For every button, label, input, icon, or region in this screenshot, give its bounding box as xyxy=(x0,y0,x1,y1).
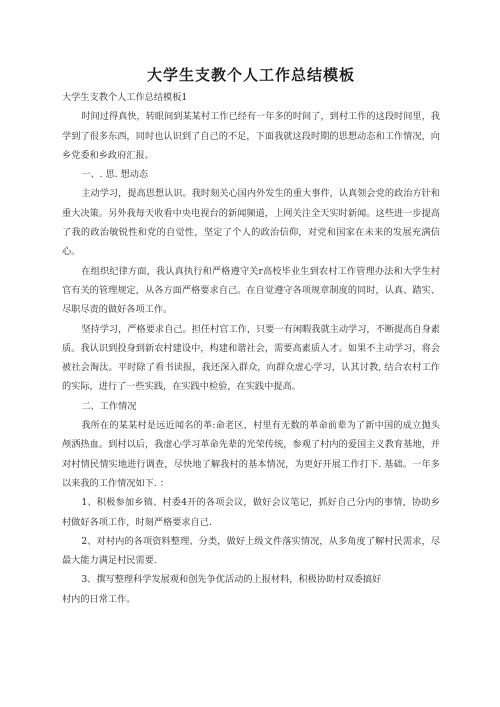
body-paragraph: 二、工作情况 xyxy=(81,400,137,412)
document-body xyxy=(62,88,440,609)
body-paragraph: 村内的日常工作。 xyxy=(62,593,136,605)
body-paragraph: 1、积极参加乡镇、村委4开的各项会议，做好会议笔记，抓好自己分内的事情，协助乡村做好各项工作，时刻严格要求自己. xyxy=(62,497,440,528)
body-paragraph: 坚持学习，严格要求自己。担任村官工作，只要一有闲暇我就主动学习，不断提高自身素质。我认识到投身到新农村建设中，构建和谐社会，需要高素质人才。如果不主动学习，将会被社会淘汰。平时除了看书读报，我还深入群众，向群众虚心学习，认其讨教, 结合农村工作的实际，进行了一些实践，在实践中检验，在实践中提高。 xyxy=(62,323,440,393)
body-paragraph: 大学生支教个人工作总结模板1 xyxy=(62,92,188,103)
body-paragraph: 3、撰写整理科学发展观和创先争优活动的上报材料，积极协助村双委搞好 xyxy=(81,574,382,586)
body-paragraph: 在组织纪律方面，我认真执行和严格遵守关r高校毕业生到农村工作管理办法和大学生村官有关的管理规定，从各方面严格要求自己。在自觉遵守各项规章制度的同时，认真、踏实、尽职尽责的做好各项工作。 xyxy=(62,265,440,316)
body-paragraph: 我所在的某某村是远近闻名的革:命老区，村里有无数的革命前辈为了新中国的成立抛头颅洒热血。到村以后，我虚心学习革命先辈的光荣传统，参观了村内的爱国主义教育基地，并对村情民情实地进行调查，尽快地了解我村的基本情况，为更好开展工作打下. 基础。一年多以来我的工作情况如下. ： xyxy=(62,420,440,489)
body-paragraph: 一、. 思. 想动态 xyxy=(81,169,149,181)
body-paragraph: 时间过得真快，转眼间到某某村工作已经有一年多的时间了，到村工作的这段时间里，我学到了很多东西，同时也认识到了自己的不足，下面我就这段时期的思想动态和工作情况，向乡党委和乡政府汇报。 xyxy=(62,111,440,161)
document-title: 大学生支教个人工作总结模板 xyxy=(146,66,355,84)
body-paragraph: 2、对村内的各项资料整理、分类，做好上级文件落实情况，从多角度了解村民需求，尽最大能力满足村民需要. xyxy=(62,535,440,567)
body-paragraph: 主动学习，提高思想认识。我时刻关心国内外发生的重大事件，认真领会党的政治方针和重大决策。另外我每天收看中央电视台的新闻频道，上网关注全天实时新闻。这些进一步提高了我的政治敏锐性和党的自觉性，坚定了个人的政治信仰，对党和国家在未来的发展充满信心。 xyxy=(62,188,440,258)
